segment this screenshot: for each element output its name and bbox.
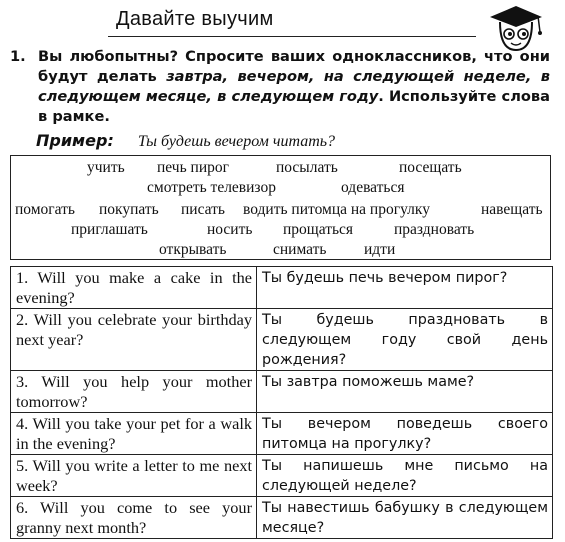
task-instructions [10,47,550,127]
word-item: приглашать [71,221,148,238]
word-item: прощаться [283,221,354,238]
english-question: 5. Will you write a letter to me next week? [11,455,257,497]
word-item: помогать [15,201,75,218]
word-item: посылать [276,159,338,176]
table-row [11,267,553,309]
russian-question: Ты будешь праздновать в следующем году свой день рождения? [257,309,553,371]
table-row [11,371,553,413]
word-item: покупать [99,201,159,218]
word-item: праздновать [394,221,475,238]
english-question: 2. Will you celebrate your birthday next year? [11,309,257,371]
task-number: 1. [10,48,26,65]
table-row [11,497,553,539]
task-text: Вы любопытны? Спросите ваших одноклассников, что они будут делать завтра, вечером, на следующей неделе, в следующем месяце, в следующем году. Используйте слова в рамке. [38,48,551,125]
example-line [36,131,335,151]
word-item: учить [87,159,125,176]
section-title: Давайте выучим [116,8,274,30]
english-question: 1. Will you make a cake in the evening? [11,267,257,309]
word-item: водить питомца на прогулку [243,201,430,218]
english-question: 4. Will you take your pet for a walk in the evening? [11,413,257,455]
russian-question: Ты будешь печь вечером пирог? [257,267,553,309]
word-item: печь пирог [157,159,229,176]
word-item: носить [207,221,253,238]
word-item: открывать [159,241,227,258]
word-item: навещать [481,201,543,218]
word-box [10,155,551,260]
word-item: снимать [273,241,327,258]
russian-question: Ты вечером поведешь своего питомца на прогулку? [257,413,553,455]
english-question: 6. Will you come to see your granny next month? [11,497,257,539]
word-item: смотреть телевизор [147,179,276,196]
table-row [11,309,553,371]
table-row [11,413,553,455]
example-label: Пример: [36,131,114,150]
table-row [11,455,553,497]
word-item: писать [181,201,225,218]
title-underline [108,36,476,37]
russian-question: Ты завтра поможешь маме? [257,371,553,413]
word-item: одеваться [341,179,405,196]
english-question: 3. Will you help your mother tomorrow? [11,371,257,413]
russian-question: Ты напишешь мне письмо на следующей неделе? [257,455,553,497]
word-item: посещать [399,159,462,176]
word-item: идти [364,241,396,258]
example-text: Ты будешь вечером читать? [137,133,336,150]
answers-table [10,266,553,539]
russian-question: Ты навестишь бабушку в следующем месяце? [257,497,553,539]
